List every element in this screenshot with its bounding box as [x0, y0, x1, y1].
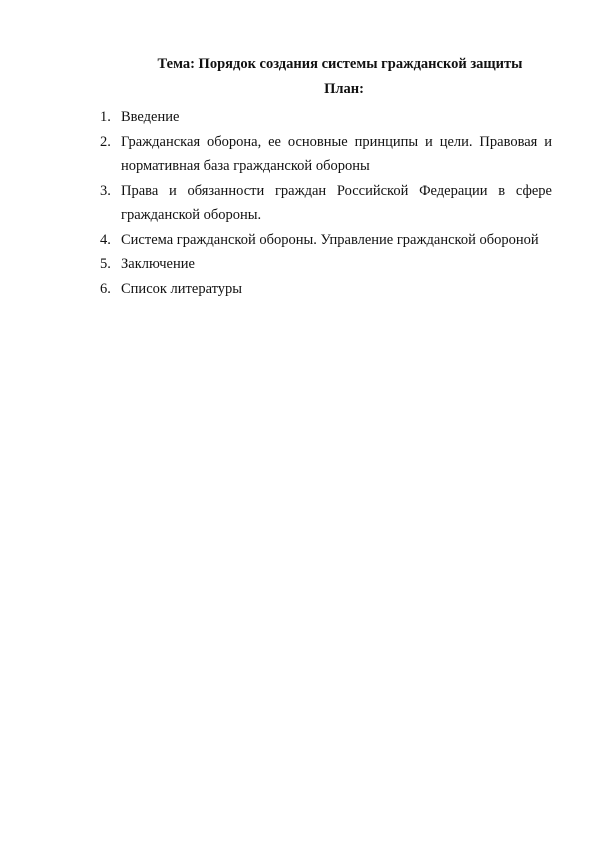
plan-heading: План:: [324, 81, 364, 97]
plan-list: [100, 105, 552, 301]
plan-item-number: 5.: [100, 256, 111, 272]
plan-item-text-continued: нормативная база гражданской обороны: [121, 158, 370, 174]
plan-item-number: 6.: [100, 280, 111, 297]
plan-item-text: Введение: [121, 109, 180, 125]
plan-item-1: [100, 105, 552, 130]
plan-item-text: Заключение: [121, 256, 195, 272]
document-topic: Тема: Порядок создания системы гражданской защиты: [157, 56, 523, 72]
plan-item-6: [100, 277, 552, 302]
plan-item-text-continued: гражданской обороны.: [121, 207, 262, 223]
plan-item-2: [100, 130, 552, 179]
plan-item-text: Права и обязанности граждан Российской Федерации в сфере: [121, 182, 552, 199]
plan-item-number: 4.: [100, 231, 111, 248]
plan-item-3: [100, 179, 552, 228]
plan-item-text: Гражданская оборона, ее основные принципы и цели. Правовая и: [121, 133, 552, 150]
plan-item-5: [100, 252, 552, 277]
plan-item-text: Список литературы: [121, 280, 243, 297]
plan-item-number: 3.: [100, 182, 111, 199]
plan-item-number: 2.: [100, 133, 111, 150]
plan-item-4: [100, 228, 552, 253]
plan-item-text: Система гражданской обороны. Управление гражданской обороной: [121, 231, 539, 248]
plan-item-number: 1.: [100, 109, 111, 125]
